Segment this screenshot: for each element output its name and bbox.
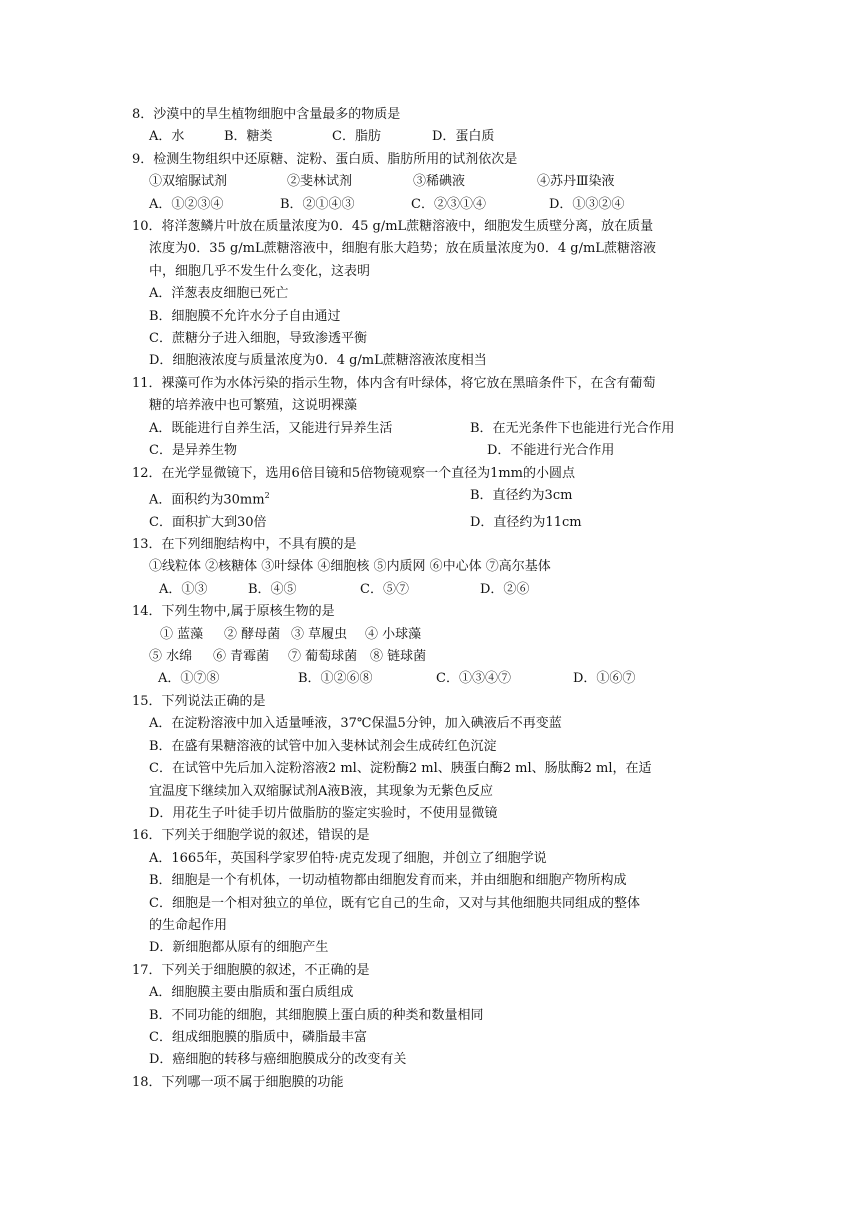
question-9-options [132, 194, 732, 216]
question-list [132, 104, 732, 1094]
reagent-item: ①双缩脲试剂 [149, 174, 228, 190]
question-14-items-row2 [132, 646, 732, 668]
question-13-stem: 13．在下列细胞结构中，不具有膜的是 [132, 537, 357, 553]
question-13-options [132, 579, 732, 601]
option-b: B．直径约为3cm [470, 487, 573, 503]
question-18-stem: 18．下列哪一项不属于细胞膜的功能 [132, 1074, 344, 1090]
option-b: B．④⑤ [248, 581, 297, 597]
option-b: B．①②⑥⑧ [298, 671, 373, 687]
question-9-stem: 9．检测生物组织中还原糖、淀粉、蛋白质、脂肪所用的试剂依次是 [132, 151, 518, 167]
option-d: D．②⑥ [480, 581, 530, 597]
question-9-items [132, 171, 732, 193]
question-10-stem: 10．将洋葱鳞片叶放在质量浓度为0．45 g/mL蔗糖溶液中，细胞发生质壁分离，放在质量 [132, 219, 654, 235]
option-a: A．水 [149, 129, 185, 145]
question-11-stem: 11．裸藻可作为水体污染的指示生物，体内含有叶绿体，将它放在黑暗条件下，在含有葡萄 [132, 375, 656, 391]
question-14-stem: 14．下列生物中,属于原核生物的是 [132, 604, 335, 620]
question-8-stem: 8．沙漠中的旱生植物细胞中含量最多的物质是 [132, 107, 401, 122]
option-c: C．蔗糖分子进入细胞，导致渗透平衡 [149, 331, 367, 347]
option-a-text: A．面积约为30mm [149, 492, 265, 508]
option-a: A．1665年，英国科学家罗伯特·虎克发现了细胞，并创立了细胞学说 [149, 850, 547, 866]
option-a: A．洋葱表皮细胞已死亡 [149, 286, 289, 302]
organism-item: ② 酵母菌 [224, 626, 281, 642]
reagent-item: ④苏丹Ⅲ染液 [537, 174, 615, 190]
question-11-options-row1 [132, 418, 732, 440]
question-12-stem: 12．在光学显微镜下，选用6倍目镜和5倍物镜观察一个直径为1mm的小圆点 [132, 465, 576, 481]
question-15-stem: 15．下列说法正确的是 [132, 693, 266, 709]
option-d: D．用花生子叶徒手切片做脂肪的鉴定实验时，不使用显微镜 [149, 805, 498, 821]
organism-item: ③ 草履虫 [291, 626, 348, 642]
option-d: D．新细胞都从原有的细胞产生 [149, 940, 329, 956]
option-b: B．②①④③ [280, 196, 355, 212]
question-16-stem: 16．下列关于细胞学说的叙述，错误的是 [132, 828, 370, 844]
superscript: 2 [264, 490, 270, 500]
option-d: D．细胞液浓度与质量浓度为0．4 g/mL蔗糖溶液浓度相当 [149, 353, 487, 369]
option-c: C．脂肪 [332, 129, 381, 145]
option-b: B．细胞膜不允许水分子自由通过 [149, 308, 341, 324]
organism-item: ⑤ 水绵 [149, 649, 193, 665]
question-14-items-row1 [132, 624, 732, 646]
option-a: A．细胞膜主要由脂质和蛋白质组成 [149, 985, 354, 1001]
option-b: B．糖类 [224, 129, 273, 145]
option-a: A．在淀粉溶液中加入适量唾液，37℃保温5分钟，加入碘液后不再变蓝 [149, 716, 562, 732]
option-c: C．⑤⑦ [360, 581, 409, 597]
question-11-options-row2 [132, 440, 732, 462]
option-c: C．面积扩大到30倍 [149, 514, 267, 530]
reagent-item: ③稀碘液 [413, 174, 466, 190]
option-a: A．①②③④ [149, 196, 224, 212]
option-b: B．细胞是一个有机体，一切动植物都由细胞发育而来，并由细胞和细胞产物所构成 [149, 873, 627, 889]
option-c: C．是异养生物 [149, 443, 237, 459]
option-b: B．在盛有果糖溶液的试管中加入斐林试剂会生成砖红色沉淀 [149, 738, 497, 754]
question-12-options-row1 [132, 485, 732, 512]
option-c-continued: 宜温度下继续加入双缩脲试剂A液B液，其现象为无紫色反应 [149, 783, 493, 799]
option-d: D．①③②④ [549, 196, 625, 212]
option-a: A．①⑦⑧ [158, 671, 220, 687]
option-b: B．不同功能的细胞，其细胞膜上蛋白质的种类和数量相同 [149, 1007, 484, 1023]
option-c: C．在试管中先后加入淀粉溶液2 ml、淀粉酶2 ml、胰蛋白酶2 ml、肠肽酶2 ml，在适 [149, 761, 652, 777]
organism-item: ⑥ 青霉菌 [213, 649, 270, 665]
question-10-stem-continued: 浓度为0．35 g/mL蔗糖溶液中，细胞有胀大趋势；放在质量浓度为0．4 g/mL蔗糖溶液 [149, 241, 656, 257]
option-c: C．细胞是一个相对独立的单位，既有它自己的生命，又对与其他细胞共同组成的整体 [149, 895, 640, 911]
option-d: D．①⑥⑦ [573, 671, 636, 687]
question-11-stem-continued: 糖的培养液中也可繁殖，这说明裸藻 [149, 398, 358, 414]
question-17-stem: 17．下列关于细胞膜的叙述，不正确的是 [132, 962, 370, 978]
option-c: C．组成细胞膜的脂质中，磷脂最丰富 [149, 1029, 367, 1045]
organism-item: ① 蓝藻 [160, 626, 204, 642]
option-b: B．在无光条件下也能进行光合作用 [470, 420, 675, 436]
organism-item: ⑧ 链球菌 [370, 649, 427, 665]
option-d: D．直径约为11cm [470, 514, 582, 530]
option-d: D．不能进行光合作用 [487, 443, 615, 459]
organism-item: ④ 小球藻 [365, 626, 422, 642]
question-8-options [132, 126, 732, 148]
question-10-stem-continued: 中，细胞几乎不发生什么变化，这表明 [149, 263, 371, 279]
organism-item: ⑦ 葡萄球菌 [288, 649, 358, 665]
question-12-options-row2 [132, 512, 732, 534]
option-d: D．蛋白质 [432, 129, 495, 145]
option-c-continued: 的生命起作用 [149, 917, 228, 933]
question-13-items: ①线粒体 ②核糖体 ③叶绿体 ④细胞核 ⑤内质网 ⑥中心体 ⑦高尔基体 [149, 559, 551, 575]
option-c: C．②③①④ [411, 196, 486, 212]
reagent-item: ②斐林试剂 [287, 174, 353, 190]
question-14-options [132, 668, 732, 690]
option-a: A．既能进行自养生活，又能进行异养生活 [149, 420, 393, 436]
option-a [149, 485, 470, 512]
option-a: A．①③ [159, 581, 208, 597]
option-c: C．①③④⑦ [436, 671, 511, 687]
option-d: D．癌细胞的转移与癌细胞膜成分的改变有关 [149, 1052, 407, 1068]
